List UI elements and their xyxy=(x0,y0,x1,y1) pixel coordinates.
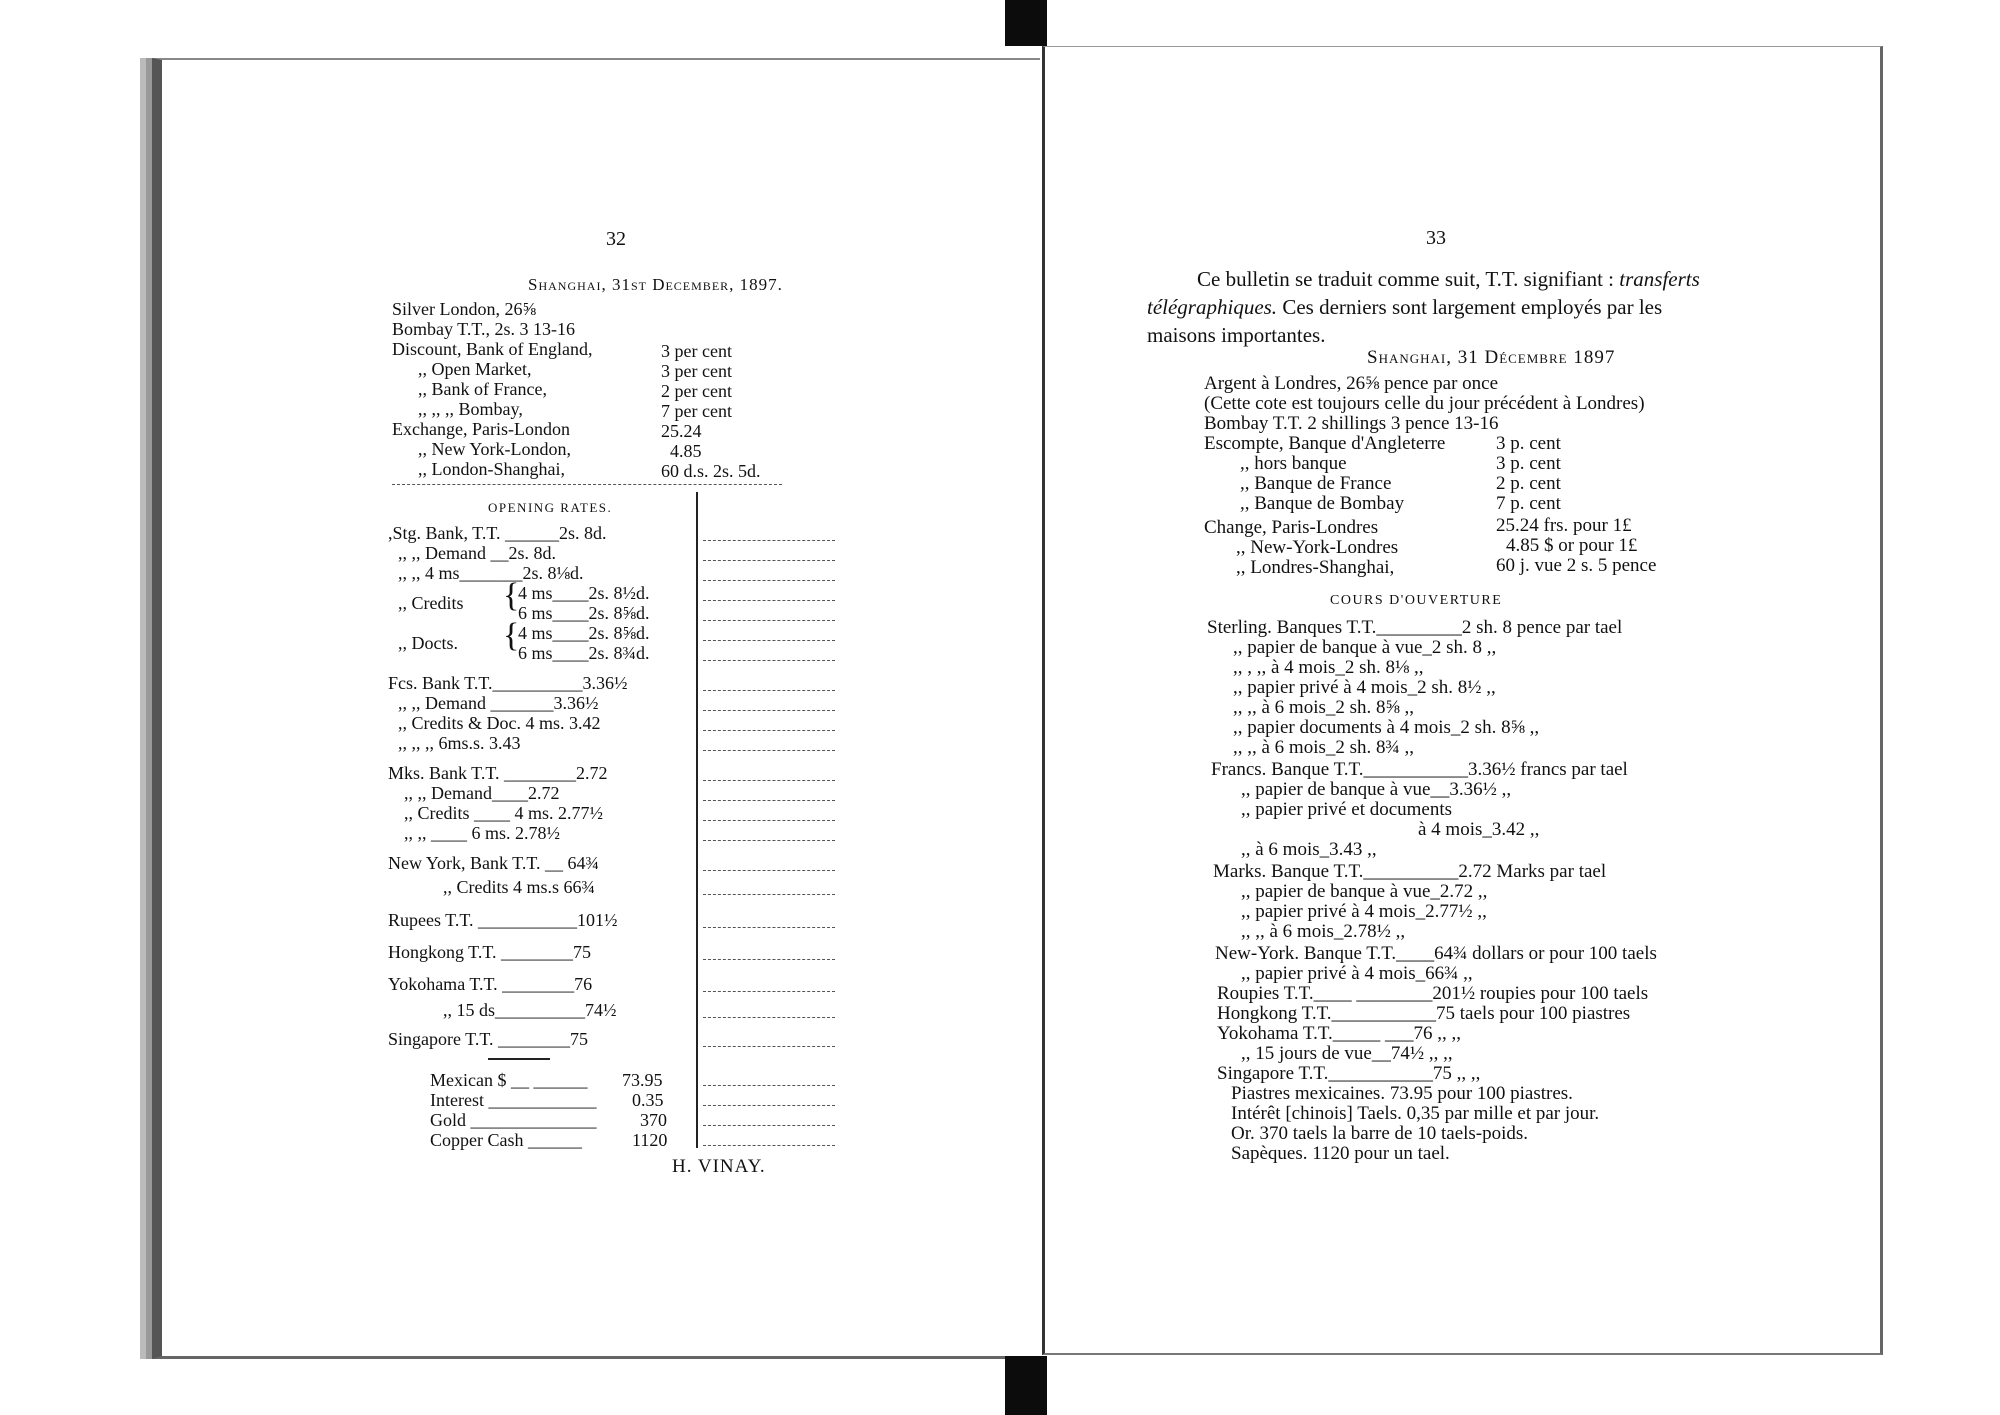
right-intro-text: Ce bulletin se traduit comme suit, T.T. signifiant : xyxy=(1197,267,1620,291)
left-header-value: 2 per cent xyxy=(661,381,732,401)
right-footer-line: Piastres mexicaines. 73.95 pour 100 piastres. xyxy=(1231,1083,1573,1104)
left-signature: H. VINAY. xyxy=(672,1156,766,1177)
blank-line xyxy=(703,660,835,661)
left-rate-row: Mks. Bank T.T. ________2.72 xyxy=(388,763,608,783)
right-footer-line: Sapèques. 1120 pour un tael. xyxy=(1231,1143,1450,1164)
right-rate-row: ,, papier privé à 4 mois_2 sh. 8½ ,, xyxy=(1233,677,1496,698)
right-intro-line3: maisons importantes. xyxy=(1147,323,1326,347)
left-rate-row: 6 ms____2s. 8⅝d. xyxy=(518,603,650,623)
left-header-value: 3 per cent xyxy=(661,341,732,361)
left-rate-row: ,, Credits & Doc. 4 ms. 3.42 xyxy=(398,713,601,733)
right-header-label: Change, Paris-Londres xyxy=(1204,517,1379,538)
left-header-value: 25.24 xyxy=(661,421,702,441)
right-header-label: ,, Banque de France xyxy=(1240,473,1392,494)
right-header-value: 2 p. cent xyxy=(1496,473,1561,494)
left-rate-row: 4 ms____2s. 8½d. xyxy=(518,583,650,603)
blank-line xyxy=(703,959,835,960)
right-rate-row: Yokohama T.T._____ ___76 ,, ,, xyxy=(1217,1023,1462,1044)
right-page-number: 33 xyxy=(1426,227,1446,249)
right-rate-row: ,, 15 jours de vue__74½ ,, ,, xyxy=(1241,1043,1453,1064)
blank-line xyxy=(703,894,835,895)
blank-line xyxy=(703,927,835,928)
left-brace: { xyxy=(503,617,520,654)
left-rate-row: ,, ,, Demand __2s. 8d. xyxy=(398,543,556,563)
left-header-label: ,, Open Market, xyxy=(418,359,532,379)
right-rate-row: à 4 mois_3.42 ,, xyxy=(1418,819,1540,840)
blank-line xyxy=(703,600,835,601)
right-rate-row: ,, papier privé à 4 mois_2.77½ ,, xyxy=(1241,901,1487,922)
left-divider xyxy=(392,484,782,485)
right-intro-italic: télégraphiques. xyxy=(1147,295,1278,319)
right-header-label: ,, New-York-Londres xyxy=(1236,537,1399,558)
blank-line xyxy=(703,870,835,871)
right-rate-row: ,, papier de banque à vue__3.36½ ,, xyxy=(1241,779,1512,800)
left-footer-label: Mexican $ __ ______ xyxy=(430,1070,588,1090)
right-rate-row: ,, à 6 mois_3.43 ,, xyxy=(1241,839,1377,860)
left-dateline: Shanghai, 31st December, 1897. xyxy=(528,275,783,294)
left-rate-row: Yokohama T.T. ________76 xyxy=(388,974,593,994)
right-intro-line2 xyxy=(1147,296,1662,318)
blank-line xyxy=(703,540,835,541)
left-rate-row: Singapore T.T. ________75 xyxy=(388,1029,588,1049)
left-rate-row: 4 ms____2s. 8⅝d. xyxy=(518,623,650,643)
left-header-label: Discount, Bank of England, xyxy=(392,339,593,359)
left-column-rule xyxy=(696,492,698,1148)
left-rate-row: Fcs. Bank T.T.__________3.36½ xyxy=(388,673,628,693)
left-footer-label: Gold ______________ xyxy=(430,1110,597,1130)
ribbon-bookmark-top xyxy=(1005,0,1047,46)
left-header-label: ,, Bank of France, xyxy=(418,379,547,399)
right-intro-text: Ces derniers sont largement employés par les xyxy=(1277,295,1663,319)
blank-line xyxy=(703,690,835,691)
right-header-value: 3 p. cent xyxy=(1496,453,1561,474)
left-rate-row: ,, Credits ____ 4 ms. 2.77½ xyxy=(404,803,604,823)
right-page xyxy=(1042,46,1883,1355)
blank-line xyxy=(703,840,835,841)
left-rate-row: Rupees T.T. ___________101½ xyxy=(388,910,618,930)
left-brace: { xyxy=(503,577,520,614)
right-rate-row: Hongkong T.T.___________75 taels pour 100 piastres xyxy=(1217,1003,1631,1024)
left-header-label: Silver London, 26⅝ xyxy=(392,299,536,319)
left-header-label: Exchange, Paris-London xyxy=(392,419,570,439)
left-rate-row: Hongkong T.T. ________75 xyxy=(388,942,591,962)
blank-line xyxy=(703,1017,835,1018)
left-rate-row: ,, 15 ds__________74½ xyxy=(443,1000,617,1020)
right-rate-row: Roupies T.T.____ ________201½ roupies pour 100 taels xyxy=(1217,983,1649,1004)
left-header-value: 7 per cent xyxy=(661,401,732,421)
left-rate-row: ,, ,, Demand _______3.36½ xyxy=(398,693,599,713)
left-header-label: ,, ,, ,, Bombay, xyxy=(418,399,523,419)
right-header-label: (Cette cote est toujours celle du jour précédent à Londres) xyxy=(1204,393,1645,414)
right-header-value: 60 j. vue 2 s. 5 pence xyxy=(1496,555,1657,576)
right-rate-row: ,, ,, à 6 mois_2 sh. 8¾ ,, xyxy=(1233,737,1415,758)
right-header-label: Escompte, Banque d'Angleterre xyxy=(1204,433,1446,454)
right-rate-row: New-York. Banque T.T.____64¾ dollars or pour 100 taels xyxy=(1215,943,1657,964)
left-footer-value: 1120 xyxy=(632,1130,668,1150)
right-header-label: ,, hors banque xyxy=(1240,453,1347,474)
left-header-label: Bombay T.T., 2s. 3 13-16 xyxy=(392,319,575,339)
left-header-value: 3 per cent xyxy=(661,361,732,381)
right-footer-line: Intérêt [chinois] Taels. 0,35 par mille et par jour. xyxy=(1231,1103,1600,1124)
left-footer-value: 73.95 xyxy=(622,1070,663,1090)
left-rate-row: ,, ,, ,, 6ms.s. 3.43 xyxy=(398,733,521,753)
right-intro-line1 xyxy=(1197,268,1700,290)
left-rate-row: ,, ,, Demand____2.72 xyxy=(404,783,560,803)
ribbon-bookmark-bottom xyxy=(1005,1356,1047,1415)
left-rate-row: ,Stg. Bank, T.T. ______2s. 8d. xyxy=(388,523,607,543)
left-header-label: ,, New York-London, xyxy=(418,439,571,459)
blank-line xyxy=(703,710,835,711)
blank-line xyxy=(703,750,835,751)
right-rate-row: ,, papier privé et documents xyxy=(1241,799,1453,820)
right-header-label: Argent à Londres, 26⅝ pence par once xyxy=(1204,373,1499,394)
right-header-label: ,, Londres-Shanghai, xyxy=(1236,557,1395,578)
left-short-rule xyxy=(488,1058,550,1060)
left-opening-title: OPENING RATES. xyxy=(488,500,613,515)
left-header-value: 4.85 xyxy=(670,441,702,461)
left-docts-label: ,, Docts. xyxy=(398,633,458,653)
right-rate-row: ,, papier documents à 4 mois_2 sh. 8⅝ ,, xyxy=(1233,717,1540,738)
blank-line xyxy=(703,1105,835,1106)
left-rate-row: ,, Credits 4 ms.s 66¾ xyxy=(443,877,596,897)
right-opening-title: COURS D'OUVERTURE xyxy=(1330,593,1503,608)
blank-line xyxy=(703,620,835,621)
blank-line xyxy=(703,820,835,821)
left-rate-row: New York, Bank T.T. __ 64¾ xyxy=(388,853,599,873)
left-footer-value: 370 xyxy=(640,1110,667,1130)
right-rate-row: ,, ,, à 6 mois_2.78½ ,, xyxy=(1241,921,1406,942)
right-header-value: 3 p. cent xyxy=(1496,433,1561,454)
right-header-label: ,, Banque de Bombay xyxy=(1240,493,1405,514)
blank-line xyxy=(703,780,835,781)
blank-line xyxy=(703,800,835,801)
right-rate-row: ,, papier de banque à vue_2 sh. 8 ,, xyxy=(1233,637,1497,658)
right-rate-row: ,, , ,, à 4 mois_2 sh. 8⅛ ,, xyxy=(1233,657,1424,678)
right-rate-row: ,, ,, à 6 mois_2 sh. 8⅝ ,, xyxy=(1233,697,1415,718)
left-footer-label: Interest ____________ xyxy=(430,1090,597,1110)
blank-line xyxy=(703,640,835,641)
left-footer-label: Copper Cash ______ xyxy=(430,1130,582,1150)
blank-line xyxy=(703,1046,835,1047)
blank-line xyxy=(703,1145,835,1146)
blank-line xyxy=(703,1125,835,1126)
right-intro-italic: transferts xyxy=(1619,267,1700,291)
right-dateline: Shanghai, 31 Décembre 1897 xyxy=(1367,347,1616,368)
blank-line xyxy=(703,730,835,731)
right-header-value: 4.85 $ or pour 1£ xyxy=(1506,535,1638,556)
left-credits-label: ,, Credits xyxy=(398,593,464,613)
left-header-label: ,, London-Shanghai, xyxy=(418,459,565,479)
left-rate-row: ,, ,, ____ 6 ms. 2.78½ xyxy=(404,823,561,843)
right-rate-row: Francs. Banque T.T.___________3.36½ francs par tael xyxy=(1211,759,1628,780)
right-header-label: Bombay T.T. 2 shillings 3 pence 13-16 xyxy=(1204,413,1499,434)
right-rate-row: ,, papier de banque à vue_2.72 ,, xyxy=(1241,881,1488,902)
left-rate-row: ,, ,, 4 ms_______2s. 8⅛d. xyxy=(398,563,584,583)
right-footer-line: Or. 370 taels la barre de 10 taels-poids. xyxy=(1231,1123,1529,1144)
right-header-value: 7 p. cent xyxy=(1496,493,1561,514)
right-rate-row: Sterling. Banques T.T._________2 sh. 8 pence par tael xyxy=(1207,617,1623,638)
left-rate-row: 6 ms____2s. 8¾d. xyxy=(518,643,650,663)
left-page-number: 32 xyxy=(606,228,626,250)
right-rate-row: Marks. Banque T.T.__________2.72 Marks par tael xyxy=(1213,861,1607,882)
right-rate-row: Singapore T.T.___________75 ,, ,, xyxy=(1217,1063,1481,1084)
blank-line xyxy=(703,1085,835,1086)
right-rate-row: ,, papier privé à 4 mois_66¾ ,, xyxy=(1241,963,1473,984)
blank-line xyxy=(703,991,835,992)
blank-line xyxy=(703,560,835,561)
blank-line xyxy=(703,580,835,581)
left-footer-value: 0.35 xyxy=(632,1090,664,1110)
left-header-value: 60 d.s. 2s. 5d. xyxy=(661,461,761,481)
right-header-value: 25.24 frs. pour 1£ xyxy=(1496,515,1632,536)
